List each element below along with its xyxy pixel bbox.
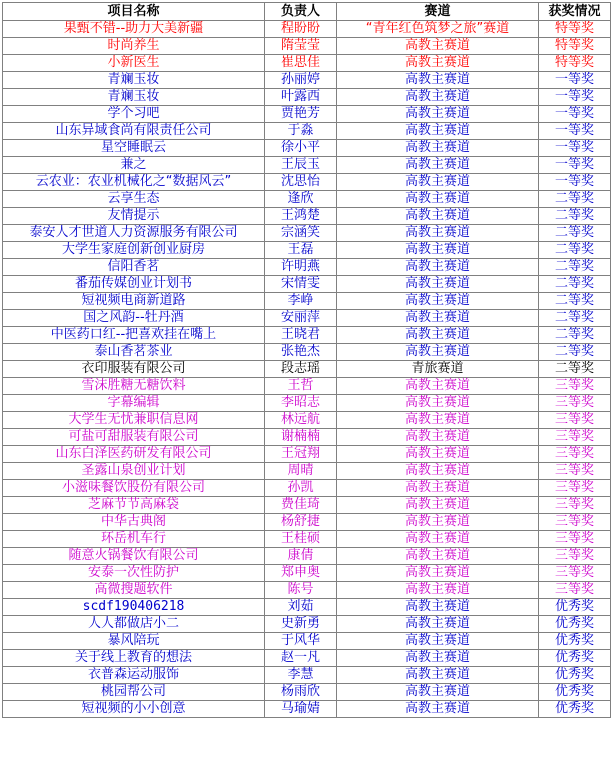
leader-cell: 贾艳芳: [265, 106, 337, 123]
award-cell: 一等奖: [539, 106, 611, 123]
table-row[interactable]: [3, 225, 611, 242]
leader-cell: 史新勇: [265, 616, 337, 633]
leader-cell: 徐小平: [265, 140, 337, 157]
table-row[interactable]: [3, 72, 611, 89]
leader-cell: 宗涵笑: [265, 225, 337, 242]
project-name-cell: 青斓玉妆: [3, 89, 265, 106]
leader-cell: 王哲: [265, 378, 337, 395]
project-name-cell: 中华古典阁: [3, 514, 265, 531]
project-name-cell: 可盐可甜服装有限公司: [3, 429, 265, 446]
leader-cell: 王冠翔: [265, 446, 337, 463]
leader-cell: 李昭志: [265, 395, 337, 412]
leader-cell: 安丽萍: [265, 310, 337, 327]
project-name-cell: 泰山香茗茶业: [3, 344, 265, 361]
award-cell: 优秀奖: [539, 599, 611, 616]
project-name-cell: 暴风陪玩: [3, 633, 265, 650]
table-row[interactable]: [3, 242, 611, 259]
award-cell: 优秀奖: [539, 684, 611, 701]
award-cell: 二等奖: [539, 208, 611, 225]
project-name-cell: 山东白泽医药研发有限公司: [3, 446, 265, 463]
award-cell: 三等奖: [539, 463, 611, 480]
award-cell: 三等奖: [539, 497, 611, 514]
track-cell: 高教主赛道: [337, 599, 539, 616]
track-cell: “青年红色筑梦之旅”赛道: [337, 21, 539, 38]
project-name-cell: scdf190406218: [3, 599, 265, 616]
award-cell: 三等奖: [539, 565, 611, 582]
award-cell: 一等奖: [539, 72, 611, 89]
leader-cell: 王辰玉: [265, 157, 337, 174]
award-cell: 三等奖: [539, 412, 611, 429]
table-row[interactable]: [3, 633, 611, 650]
leader-cell: 宋情雯: [265, 276, 337, 293]
award-cell: 优秀奖: [539, 650, 611, 667]
track-cell: 高教主赛道: [337, 565, 539, 582]
award-cell: 三等奖: [539, 480, 611, 497]
leader-cell: 康倩: [265, 548, 337, 565]
track-cell: 高教主赛道: [337, 259, 539, 276]
table-row[interactable]: [3, 684, 611, 701]
leader-cell: 谢楠楠: [265, 429, 337, 446]
leader-cell: 于风华: [265, 633, 337, 650]
leader-cell: 崔思佳: [265, 55, 337, 72]
project-name-cell: 星空睡眠云: [3, 140, 265, 157]
leader-cell: 周晴: [265, 463, 337, 480]
track-cell: 高教主赛道: [337, 395, 539, 412]
award-cell: 优秀奖: [539, 616, 611, 633]
leader-cell: 李峥: [265, 293, 337, 310]
track-cell: 高教主赛道: [337, 378, 539, 395]
leader-cell: 逢欣: [265, 191, 337, 208]
track-cell: 高教主赛道: [337, 89, 539, 106]
award-cell: 二等奖: [539, 191, 611, 208]
track-cell: 高教主赛道: [337, 55, 539, 72]
leader-cell: 程盼盼: [265, 21, 337, 38]
leader-cell: 王晓君: [265, 327, 337, 344]
project-name-cell: 果甄不错--助力大美新疆: [3, 21, 265, 38]
track-cell: 高教主赛道: [337, 514, 539, 531]
project-name-cell: 学个习吧: [3, 106, 265, 123]
leader-cell: 段志瑶: [265, 361, 337, 378]
track-cell: 高教主赛道: [337, 208, 539, 225]
track-cell: 高教主赛道: [337, 480, 539, 497]
award-cell: 一等奖: [539, 89, 611, 106]
track-cell: 高教主赛道: [337, 531, 539, 548]
table-row[interactable]: [3, 140, 611, 157]
award-cell: 二等奖: [539, 327, 611, 344]
leader-cell: 费佳琦: [265, 497, 337, 514]
track-cell: 高教主赛道: [337, 701, 539, 718]
track-cell: 高教主赛道: [337, 429, 539, 446]
leader-cell: 马瑜婧: [265, 701, 337, 718]
track-cell: 高教主赛道: [337, 174, 539, 191]
project-name-cell: 友情提示: [3, 208, 265, 225]
table-row[interactable]: [3, 548, 611, 565]
table-row[interactable]: [3, 191, 611, 208]
award-cell: 三等奖: [539, 514, 611, 531]
leader-cell: 陈号: [265, 582, 337, 599]
award-cell: 二等奖: [539, 310, 611, 327]
table-row[interactable]: [3, 565, 611, 582]
table-row[interactable]: [3, 55, 611, 72]
project-name-cell: 随意火锅餐饮有限公司: [3, 548, 265, 565]
table-row[interactable]: [3, 123, 611, 140]
award-cell: 优秀奖: [539, 633, 611, 650]
table-row[interactable]: [3, 599, 611, 616]
table-row[interactable]: [3, 463, 611, 480]
track-cell: 高教主赛道: [337, 463, 539, 480]
project-name-cell: 短视频的小小创意: [3, 701, 265, 718]
leader-cell: 张艳杰: [265, 344, 337, 361]
track-cell: 高教主赛道: [337, 548, 539, 565]
leader-cell: 王桂硕: [265, 531, 337, 548]
table-row[interactable]: [3, 344, 611, 361]
award-cell: 三等奖: [539, 582, 611, 599]
track-cell: 高教主赛道: [337, 191, 539, 208]
award-cell: 二等奖: [539, 344, 611, 361]
award-cell: 二等奖: [539, 259, 611, 276]
project-name-cell: 青斓玉妆: [3, 72, 265, 89]
track-cell: 高教主赛道: [337, 276, 539, 293]
header-leader: 负责人: [265, 3, 337, 21]
awards-table: [2, 2, 611, 718]
table-row[interactable]: [3, 480, 611, 497]
table-row[interactable]: [3, 446, 611, 463]
award-cell: 二等奖: [539, 293, 611, 310]
leader-cell: 于淼: [265, 123, 337, 140]
track-cell: 高教主赛道: [337, 616, 539, 633]
project-name-cell: 山东异域食尚有限责任公司: [3, 123, 265, 140]
track-cell: 高教主赛道: [337, 38, 539, 55]
award-cell: 三等奖: [539, 429, 611, 446]
leader-cell: 杨雨欣: [265, 684, 337, 701]
track-cell: 青旅赛道: [337, 361, 539, 378]
award-cell: 三等奖: [539, 378, 611, 395]
track-cell: 高教主赛道: [337, 497, 539, 514]
table-row[interactable]: [3, 21, 611, 38]
table-row[interactable]: [3, 378, 611, 395]
leader-cell: 隋莹莹: [265, 38, 337, 55]
track-cell: 高教主赛道: [337, 242, 539, 259]
table-row[interactable]: [3, 208, 611, 225]
project-name-cell: 大学生无忧兼职信息网: [3, 412, 265, 429]
table-row[interactable]: [3, 650, 611, 667]
header-award: 获奖情况: [539, 3, 611, 21]
project-name-cell: 高微搜题软件: [3, 582, 265, 599]
award-cell: 三等奖: [539, 531, 611, 548]
table-row[interactable]: [3, 667, 611, 684]
award-cell: 特等奖: [539, 55, 611, 72]
track-cell: 高教主赛道: [337, 633, 539, 650]
award-cell: 三等奖: [539, 395, 611, 412]
table-row[interactable]: [3, 293, 611, 310]
leader-cell: 叶露西: [265, 89, 337, 106]
award-cell: 二等奖: [539, 276, 611, 293]
project-name-cell: 字幕编辑: [3, 395, 265, 412]
track-cell: 高教主赛道: [337, 140, 539, 157]
track-cell: 高教主赛道: [337, 310, 539, 327]
table-row[interactable]: [3, 395, 611, 412]
table-row[interactable]: [3, 412, 611, 429]
table-row[interactable]: [3, 361, 611, 378]
project-name-cell: 云农业：农业机械化之“数据风云”: [3, 174, 265, 191]
project-name-cell: 大学生家庭创新创业厨房: [3, 242, 265, 259]
leader-cell: 王磊: [265, 242, 337, 259]
table-row[interactable]: [3, 497, 611, 514]
track-cell: 高教主赛道: [337, 582, 539, 599]
track-cell: 高教主赛道: [337, 344, 539, 361]
table-row[interactable]: [3, 174, 611, 191]
project-name-cell: 衣印服装有限公司: [3, 361, 265, 378]
project-name-cell: 衣普森运动服饰: [3, 667, 265, 684]
project-name-cell: 圣露山泉创业计划: [3, 463, 265, 480]
leader-cell: 孙丽婷: [265, 72, 337, 89]
award-cell: 特等奖: [539, 38, 611, 55]
award-cell: 优秀奖: [539, 701, 611, 718]
table-row[interactable]: [3, 157, 611, 174]
project-name-cell: 桃园帮公司: [3, 684, 265, 701]
project-name-cell: 番茄传媒创业计划书: [3, 276, 265, 293]
header-track: 赛道: [337, 3, 539, 21]
project-name-cell: 关于线上教育的想法: [3, 650, 265, 667]
track-cell: 高教主赛道: [337, 106, 539, 123]
project-name-cell: 小滋味餐饮股份有限公司: [3, 480, 265, 497]
table-body: [3, 21, 611, 718]
project-name-cell: 泰安人才世道人力资源服务有限公司: [3, 225, 265, 242]
leader-cell: 赵一凡: [265, 650, 337, 667]
track-cell: 高教主赛道: [337, 157, 539, 174]
track-cell: 高教主赛道: [337, 667, 539, 684]
award-cell: 一等奖: [539, 123, 611, 140]
track-cell: 高教主赛道: [337, 123, 539, 140]
award-cell: 三等奖: [539, 548, 611, 565]
leader-cell: 林远航: [265, 412, 337, 429]
leader-cell: 杨舒捷: [265, 514, 337, 531]
table-row[interactable]: [3, 616, 611, 633]
project-name-cell: 时尚养生: [3, 38, 265, 55]
project-name-cell: 中医药口红--把喜欢挂在嘴上: [3, 327, 265, 344]
table-row[interactable]: [3, 310, 611, 327]
project-name-cell: 芝麻节节高麻袋: [3, 497, 265, 514]
award-cell: 二等奖: [539, 242, 611, 259]
track-cell: 高教主赛道: [337, 446, 539, 463]
track-cell: 高教主赛道: [337, 293, 539, 310]
award-cell: 三等奖: [539, 446, 611, 463]
project-name-cell: 雪沫胜糖无糖饮料: [3, 378, 265, 395]
track-cell: 高教主赛道: [337, 650, 539, 667]
project-name-cell: 国之风韵--牡丹酒: [3, 310, 265, 327]
table-row[interactable]: [3, 276, 611, 293]
table-row[interactable]: [3, 106, 611, 123]
leader-cell: 王鸿楚: [265, 208, 337, 225]
project-name-cell: 小新医生: [3, 55, 265, 72]
project-name-cell: 环岳机车行: [3, 531, 265, 548]
table-row[interactable]: [3, 429, 611, 446]
award-cell: 二等奖: [539, 361, 611, 378]
leader-cell: 郑申奥: [265, 565, 337, 582]
award-cell: 一等奖: [539, 157, 611, 174]
project-name-cell: 兼之: [3, 157, 265, 174]
track-cell: 高教主赛道: [337, 684, 539, 701]
leader-cell: 刘茹: [265, 599, 337, 616]
leader-cell: 许明燕: [265, 259, 337, 276]
award-cell: 优秀奖: [539, 667, 611, 684]
table-row[interactable]: [3, 701, 611, 718]
project-name-cell: 人人都做店小二: [3, 616, 265, 633]
table-row[interactable]: [3, 89, 611, 106]
award-cell: 一等奖: [539, 140, 611, 157]
project-name-cell: 短视频电商新道路: [3, 293, 265, 310]
award-cell: 一等奖: [539, 174, 611, 191]
table-row[interactable]: [3, 514, 611, 531]
track-cell: 高教主赛道: [337, 327, 539, 344]
table-row[interactable]: [3, 259, 611, 276]
leader-cell: 李慧: [265, 667, 337, 684]
award-cell: 特等奖: [539, 21, 611, 38]
table-row[interactable]: [3, 531, 611, 548]
project-name-cell: 安泰一次性防护: [3, 565, 265, 582]
project-name-cell: 云享生态: [3, 191, 265, 208]
award-cell: 二等奖: [539, 225, 611, 242]
table-row[interactable]: [3, 38, 611, 55]
leader-cell: 孙凯: [265, 480, 337, 497]
table-row[interactable]: [3, 582, 611, 599]
leader-cell: 沈思怡: [265, 174, 337, 191]
table-row[interactable]: [3, 327, 611, 344]
track-cell: 高教主赛道: [337, 225, 539, 242]
track-cell: 高教主赛道: [337, 412, 539, 429]
header-project-name: 项目名称: [3, 3, 265, 21]
track-cell: 高教主赛道: [337, 72, 539, 89]
project-name-cell: 信阳香茗: [3, 259, 265, 276]
header-row: [3, 3, 611, 21]
